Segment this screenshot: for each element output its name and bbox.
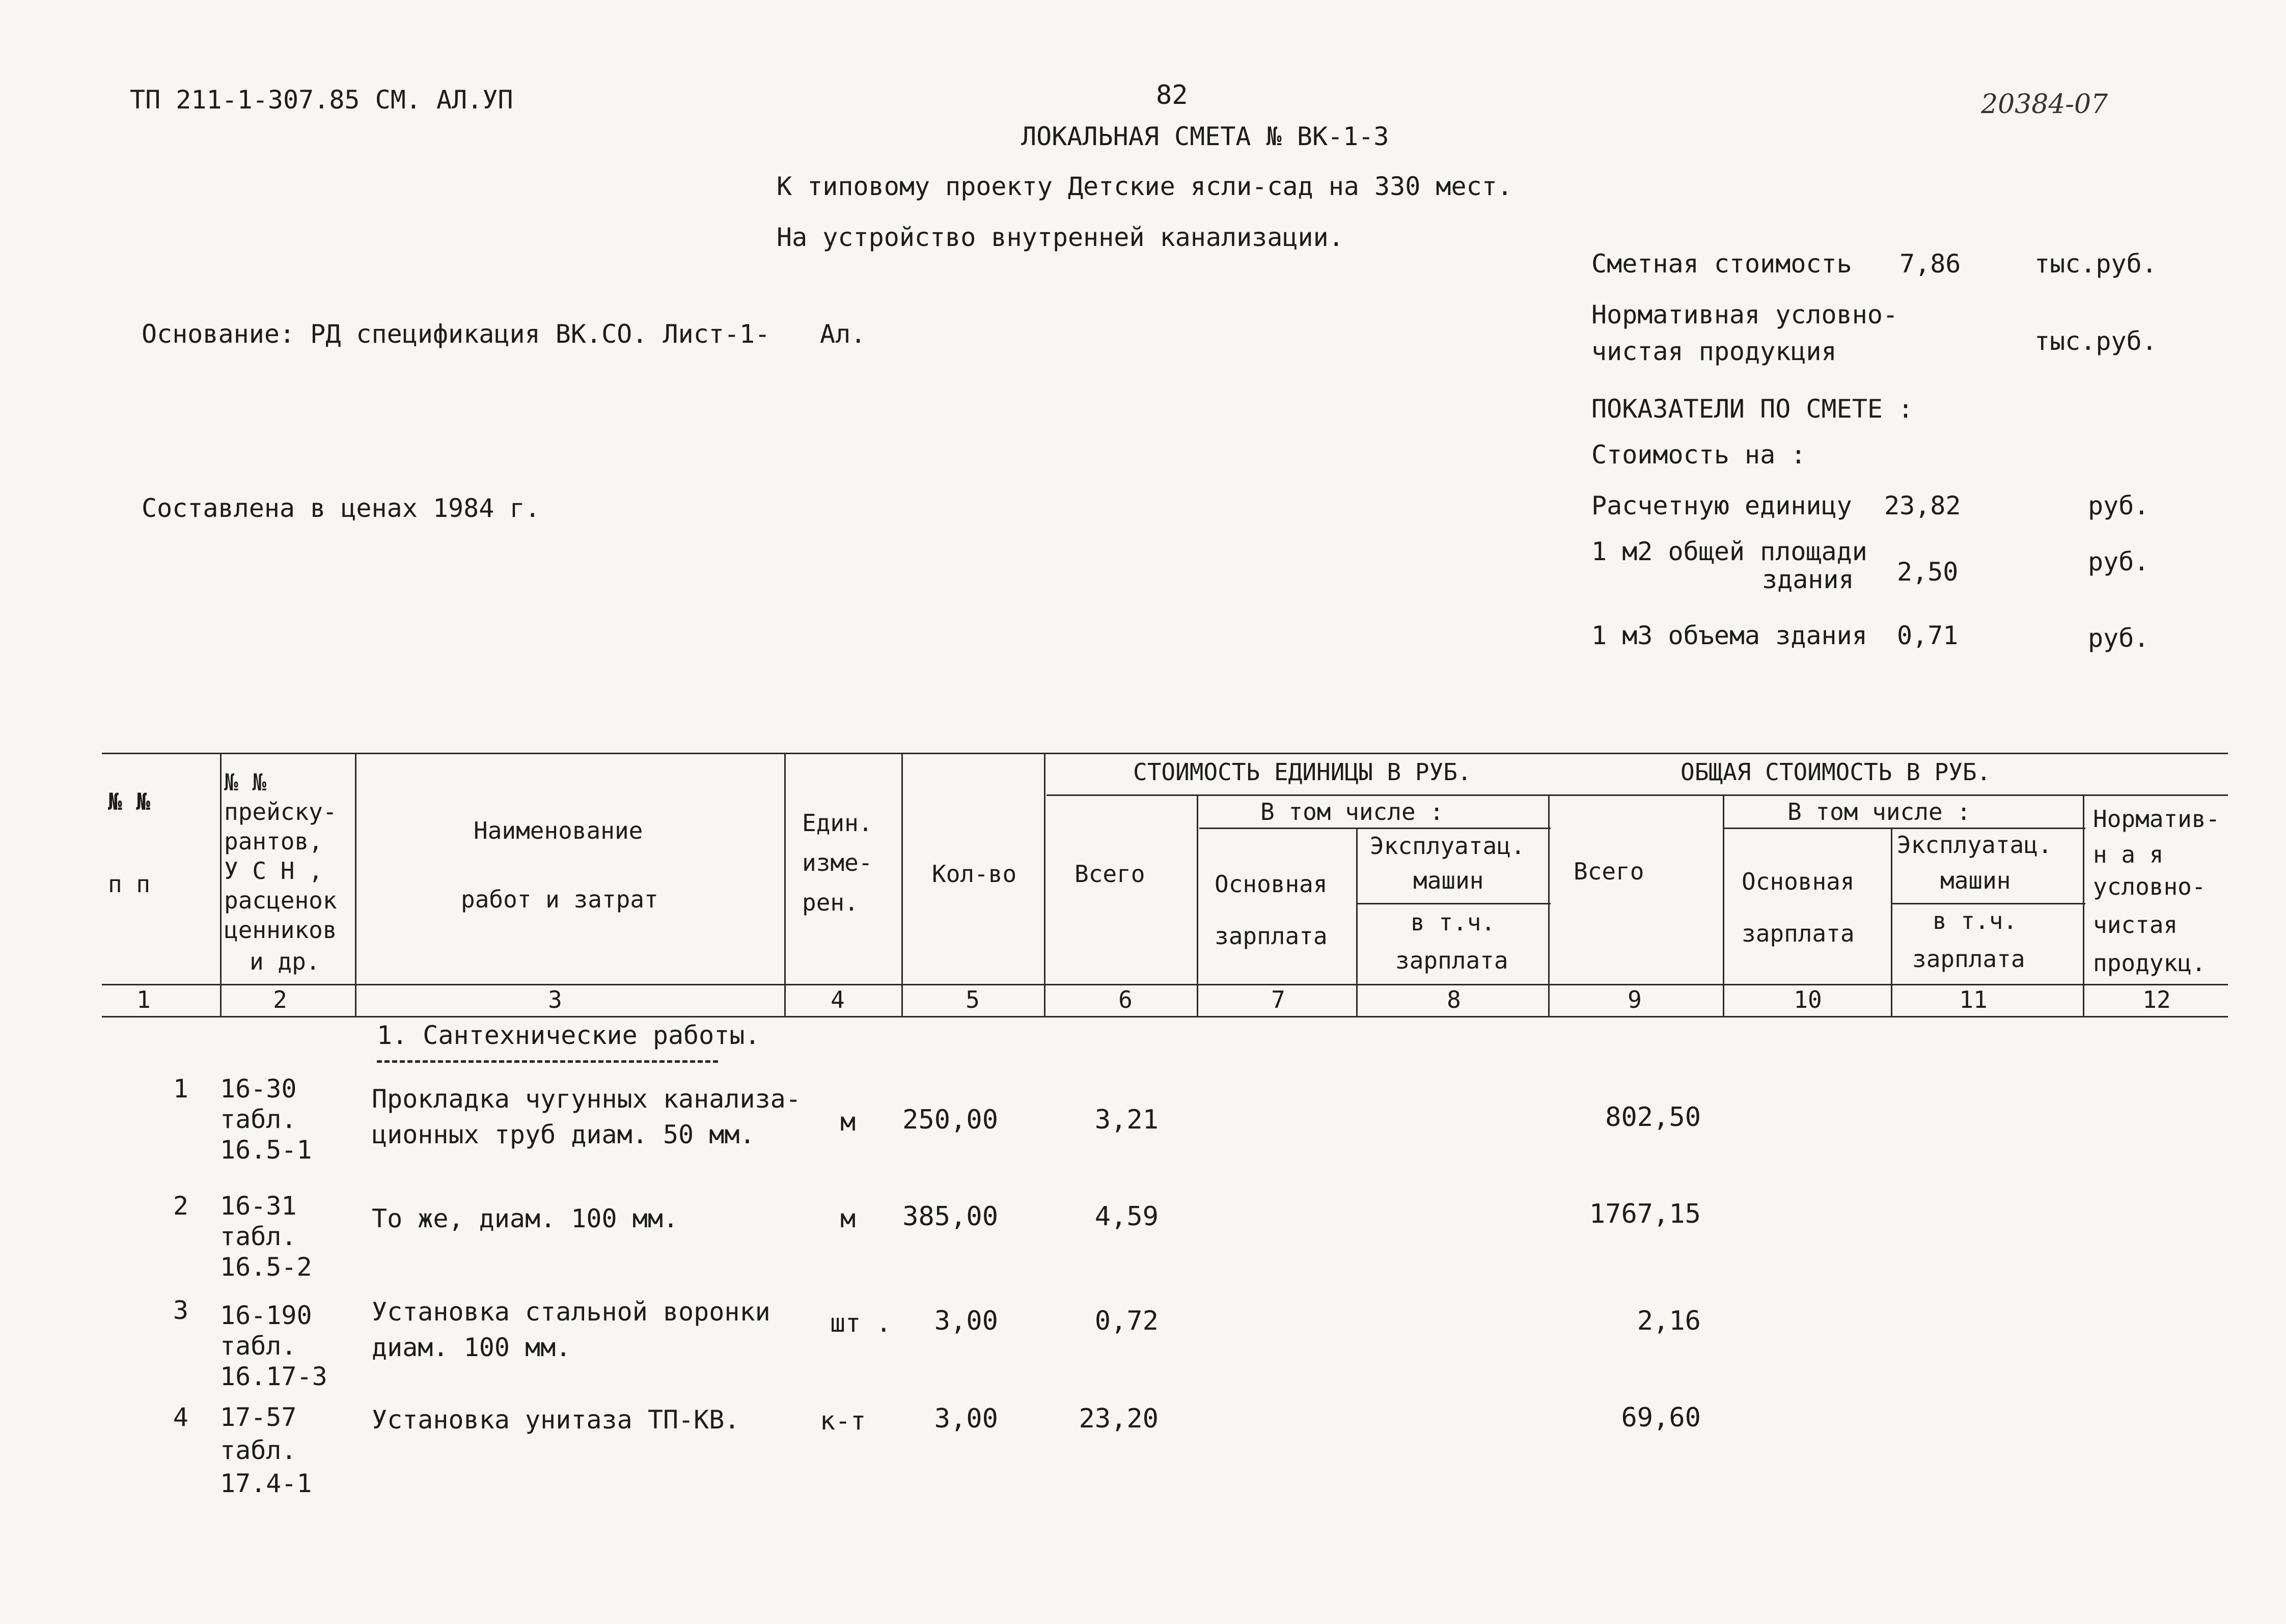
archive-number: 20384-07: [1981, 89, 2108, 120]
col2-header-line-5: расценок: [224, 887, 337, 914]
row-unit-total: 23,20: [1079, 1403, 1159, 1434]
row-name-line-1: То же, диам. 100 мм.: [372, 1204, 679, 1233]
col12-header-line-4: чистая: [2093, 911, 2178, 939]
col-divider-11: [2083, 794, 2084, 1016]
col-number-11: 11: [1959, 986, 1988, 1013]
subgroup-line-unit: [1199, 828, 1551, 829]
row-code-line-1: 16-190: [220, 1301, 312, 1330]
col-divider-3: [784, 753, 786, 1016]
prices-year: Составлена в ценах 1984 г.: [142, 493, 540, 523]
col2-header-line-7: и др.: [250, 948, 320, 975]
col-number-6: 6: [1118, 986, 1133, 1013]
row-code-line-2: табл.: [220, 1331, 297, 1361]
col-number-8: 8: [1447, 986, 1461, 1013]
per-unit-unit: руб.: [2088, 491, 2150, 520]
total-incl-wage-a: в т.ч.: [1933, 907, 2018, 934]
row-number: 1: [173, 1074, 188, 1104]
machine-split-unit: [1357, 903, 1551, 904]
row-code-line-3: 16.5-2: [220, 1252, 312, 1282]
per-m2-label-2: здания: [1762, 565, 1854, 594]
row-name-line-1: Установка унитаза ТП-КВ.: [372, 1405, 740, 1435]
per-unit-label: Расчетную единицу: [1591, 491, 1852, 520]
col2-header-line-4: У С Н ,: [224, 857, 323, 885]
col-divider-9: [1723, 794, 1724, 1016]
unit-incl-wage-b: зарплата: [1395, 947, 1508, 974]
col2-header-line-1: № №: [224, 768, 267, 796]
row-name-line-2: диам. 100 мм.: [372, 1333, 571, 1362]
col12-header-line-2: н а я: [2093, 841, 2164, 868]
row-code-line-2: табл.: [220, 1105, 297, 1134]
indicators-label: ПОКАЗАТЕЛИ ПО СМЕТЕ :: [1591, 394, 1914, 424]
total-machine-a: Эксплуатац.: [1897, 831, 2052, 859]
col-number-3: 3: [548, 986, 562, 1013]
including-total: В том числе :: [1787, 798, 1971, 825]
col-divider-1: [220, 753, 222, 1016]
unit-total-header: Всего: [1075, 860, 1145, 888]
header-bottom-border: [102, 984, 2228, 985]
col3-header-a: Наименование: [474, 817, 643, 844]
per-m3-value: 0,71: [1897, 621, 1959, 650]
col-divider-2: [355, 753, 356, 1016]
unit-cost-group-header: СТОИМОСТЬ ЕДИНИЦЫ В РУБ.: [1133, 758, 1472, 786]
col-number-12: 12: [2142, 986, 2171, 1013]
col2-header-line-6: ценников: [224, 916, 337, 944]
col-number-9: 9: [1628, 986, 1642, 1013]
row-code-line-3: 16.17-3: [220, 1362, 327, 1391]
section-title: 1. Сантехнические работы.: [377, 1021, 760, 1050]
normative-unit: тыс.руб.: [2034, 326, 2157, 356]
total-cost-group-header: ОБЩАЯ СТОИМОСТЬ В РУБ.: [1681, 758, 1991, 786]
row-quantity: 385,00: [902, 1201, 998, 1232]
normative-label-1: Нормативная условно-: [1591, 300, 1898, 329]
estimate-title: ЛОКАЛЬНАЯ СМЕТА № ВК-1-3: [1021, 122, 1389, 151]
row-code-line-1: 17-57: [220, 1402, 297, 1432]
number-row-bottom-border: [102, 1016, 2228, 1017]
estimated-cost-value: 7,86: [1899, 249, 1961, 279]
row-number: 4: [173, 1402, 188, 1432]
row-quantity: 3,00: [934, 1306, 998, 1336]
row-total: 2,16: [1637, 1306, 1701, 1336]
row-name-line-2: ционных труб диам. 50 мм.: [372, 1120, 755, 1149]
col-number-4: 4: [831, 986, 845, 1013]
unit-base-wage-a: Основная: [1215, 870, 1328, 898]
row-unit-total: 3,21: [1094, 1105, 1159, 1135]
section-title-underline: [377, 1060, 718, 1063]
row-total: 802,50: [1605, 1102, 1701, 1133]
row-unit: м: [840, 1204, 856, 1233]
row-unit: м: [840, 1107, 856, 1137]
row-unit-total: 4,59: [1094, 1201, 1159, 1232]
per-unit-value: 23,82: [1884, 491, 1961, 520]
row-unit: шт .: [830, 1308, 892, 1338]
table-top-border: [102, 753, 2228, 754]
col5-header: Кол-во: [932, 860, 1017, 888]
project-subtitle: К типовому проекту Детские ясли-сад на 330 мест.: [777, 172, 1512, 201]
document-code: ТП 211-1-307.85 СМ. АЛ.УП: [130, 85, 513, 115]
row-code-line-2: табл.: [220, 1436, 297, 1465]
col-number-1: 1: [136, 986, 151, 1013]
machine-split-total: [1892, 903, 2085, 904]
col-number-5: 5: [966, 986, 980, 1013]
estimated-cost-label: Сметная стоимость: [1591, 249, 1852, 279]
col2-header-line-2: прейску-: [224, 798, 337, 825]
row-code-line-1: 16-31: [220, 1191, 297, 1221]
total-incl-wage-b: зарплата: [1912, 945, 2025, 973]
row-code-line-2: табл.: [220, 1222, 297, 1251]
col-number-10: 10: [1794, 986, 1822, 1013]
col12-header-line-3: условно-: [2093, 873, 2206, 900]
page-number: 82: [1156, 80, 1188, 111]
row-number: 3: [173, 1296, 188, 1325]
per-m3-label: 1 м3 объема здания: [1591, 621, 1867, 650]
normative-label-2: чистая продукция: [1591, 337, 1837, 366]
basis-suffix: Ал.: [820, 319, 866, 349]
unit-machine-a: Эксплуатац.: [1370, 832, 1525, 860]
row-unit: к-т: [820, 1406, 866, 1436]
total-base-wage-a: Основная: [1742, 868, 1855, 895]
cost-for-label: Стоимость на :: [1591, 440, 1806, 470]
col3-header-b: работ и затрат: [461, 886, 658, 913]
unit-machine-b: машин: [1413, 867, 1484, 894]
col-divider-10: [1891, 828, 1892, 1016]
per-m2-unit: руб.: [2088, 547, 2150, 576]
col1-header-b: п п: [108, 870, 151, 898]
col12-header-line-5: продукц.: [2093, 949, 2206, 977]
col1-header-a: № №: [108, 788, 151, 815]
col-divider-6: [1197, 794, 1198, 1016]
total-machine-b: машин: [1940, 867, 2011, 894]
col12-header-line-1: Норматив-: [2093, 805, 2220, 833]
per-m2-value: 2,50: [1897, 557, 1959, 587]
col-number-7: 7: [1271, 986, 1285, 1013]
col-number-2: 2: [273, 986, 287, 1013]
estimated-cost-unit: тыс.руб.: [2034, 249, 2157, 279]
total-base-wage-b: зарплата: [1742, 920, 1855, 947]
row-number: 2: [173, 1191, 188, 1221]
col-divider-7: [1356, 828, 1358, 1016]
basis-label: Основание: РД спецификация ВК.СО. Лист-1-: [142, 319, 770, 349]
col-divider-8: [1548, 794, 1550, 1016]
row-unit-total: 0,72: [1094, 1306, 1159, 1336]
col2-header-line-3: рантов,: [224, 828, 323, 855]
row-quantity: 250,00: [902, 1105, 998, 1135]
including-unit: В том числе :: [1260, 798, 1444, 825]
unit-incl-wage-a: в т.ч.: [1411, 909, 1496, 936]
row-code-line-1: 16-30: [220, 1074, 297, 1104]
row-total: 69,60: [1621, 1402, 1701, 1433]
row-name-line-1: Прокладка чугунных канализа-: [372, 1084, 801, 1114]
per-m3-unit: руб.: [2088, 623, 2150, 653]
row-quantity: 3,00: [934, 1403, 998, 1434]
subgroup-line-total: [1724, 828, 2085, 829]
col4-header-line-1: Един.: [802, 809, 873, 837]
row-code-line-3: 17.4-1: [220, 1469, 312, 1498]
group-header-line: [1046, 794, 2228, 796]
row-total: 1767,15: [1589, 1199, 1701, 1229]
row-name-line-1: Установка стальной воронки: [372, 1297, 770, 1327]
work-subtitle: На устройство внутренней канализации.: [777, 223, 1344, 252]
col4-header-line-2: изме-: [802, 849, 873, 876]
col-divider-4: [901, 753, 903, 1016]
col-divider-5: [1044, 753, 1045, 1016]
unit-base-wage-b: зарплата: [1215, 922, 1328, 950]
per-m2-label-1: 1 м2 общей площади: [1591, 537, 1867, 566]
row-code-line-3: 16.5-1: [220, 1135, 312, 1165]
col4-header-line-3: рен.: [802, 889, 859, 916]
total-total-header: Всего: [1574, 858, 1644, 885]
